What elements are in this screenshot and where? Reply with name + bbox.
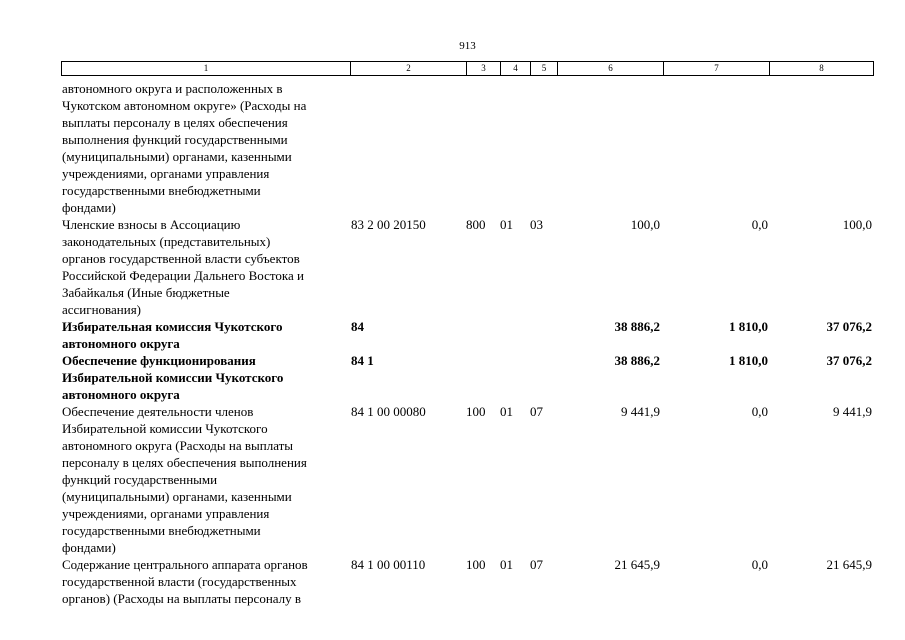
description-line: автономного округа bbox=[62, 387, 180, 402]
row-section: 01 bbox=[500, 404, 513, 419]
row-amount-col7: 0,0 bbox=[751, 404, 768, 419]
row-description bbox=[62, 556, 352, 607]
description-line: выплаты персоналу в целях обеспечения bbox=[62, 115, 288, 130]
description-line: автономного округа bbox=[62, 336, 180, 351]
row-amount-total: 100,0 bbox=[630, 217, 660, 232]
row-expense-type: 100 bbox=[466, 404, 486, 419]
row-code: 84 bbox=[351, 319, 364, 334]
header-col-6: 6 bbox=[558, 62, 664, 75]
row-code: 84 1 00 00110 bbox=[351, 557, 426, 572]
table-header-row bbox=[61, 61, 874, 76]
description-line: автономного округа и расположенных в bbox=[62, 81, 283, 96]
description-line: ассигнования) bbox=[62, 302, 142, 317]
row-code: 83 2 00 20150 bbox=[351, 217, 426, 232]
row-description bbox=[62, 216, 352, 318]
table-row bbox=[0, 80, 905, 216]
description-line: законодательных (представительных) bbox=[62, 234, 271, 249]
description-line: автономного округа (Расходы на выплаты bbox=[62, 438, 294, 453]
description-line: учреждениями, органами управления bbox=[62, 166, 270, 181]
row-amount-total: 38 886,2 bbox=[614, 353, 660, 368]
row-amount-col7: 0,0 bbox=[751, 217, 768, 232]
row-subsection: 03 bbox=[530, 217, 543, 232]
description-line: государственными внебюджетными bbox=[62, 523, 261, 538]
row-amount-total: 9 441,9 bbox=[621, 404, 660, 419]
row-amount-col8: 21 645,9 bbox=[826, 557, 872, 572]
row-description bbox=[62, 318, 352, 352]
header-col-5: 5 bbox=[531, 62, 558, 75]
row-amount-col8: 100,0 bbox=[842, 217, 872, 232]
description-line: органов) (Расходы на выплаты персоналу в bbox=[62, 591, 302, 606]
row-amount-col7: 1 810,0 bbox=[729, 319, 768, 334]
row-amount-col8: 37 076,2 bbox=[826, 319, 872, 334]
table-row bbox=[0, 318, 905, 352]
row-amount-total: 38 886,2 bbox=[614, 319, 660, 334]
description-line: государственной власти (государственных bbox=[62, 574, 297, 589]
row-description bbox=[62, 352, 352, 403]
row-amount-col7: 0,0 bbox=[751, 557, 768, 572]
description-line: органов государственной власти субъектов bbox=[62, 251, 300, 266]
row-amount-col8: 9 441,9 bbox=[833, 404, 872, 419]
row-code: 84 1 00 00080 bbox=[351, 404, 426, 419]
description-line: фондами) bbox=[62, 200, 116, 215]
row-amount-total: 21 645,9 bbox=[614, 557, 660, 572]
row-code: 84 1 bbox=[351, 353, 374, 368]
row-expense-type: 100 bbox=[466, 557, 486, 572]
table-row bbox=[0, 403, 905, 556]
description-line: Обеспечение функционирования bbox=[62, 353, 256, 368]
table-row bbox=[0, 216, 905, 318]
description-line: Избирательная комиссия Чукотского bbox=[62, 319, 283, 334]
row-description bbox=[62, 80, 352, 216]
description-line: Забайкалья (Иные бюджетные bbox=[62, 285, 230, 300]
description-line: Членские взносы в Ассоциацию bbox=[62, 217, 241, 232]
row-section: 01 bbox=[500, 557, 513, 572]
description-line: персоналу в целях обеспечения выполнения bbox=[62, 455, 307, 470]
header-col-1: 1 bbox=[62, 62, 351, 75]
row-subsection: 07 bbox=[530, 404, 543, 419]
row-section: 01 bbox=[500, 217, 513, 232]
row-description bbox=[62, 403, 352, 556]
header-col-2: 2 bbox=[351, 62, 467, 75]
table-row bbox=[0, 556, 905, 607]
row-expense-type: 800 bbox=[466, 217, 486, 232]
table-row bbox=[0, 352, 905, 403]
row-amount-col7: 1 810,0 bbox=[729, 353, 768, 368]
row-subsection: 07 bbox=[530, 557, 543, 572]
description-line: Обеспечение деятельности членов bbox=[62, 404, 254, 419]
page-number: 913 bbox=[459, 40, 476, 52]
description-line: фондами) bbox=[62, 540, 116, 555]
description-line: выполнения функций государственными bbox=[62, 132, 288, 147]
description-line: учреждениями, органами управления bbox=[62, 506, 270, 521]
description-line: (муниципальными) органами, казенными bbox=[62, 489, 292, 504]
header-col-4: 4 bbox=[501, 62, 531, 75]
description-line: Чукотском автономном округе» (Расходы на bbox=[62, 98, 307, 113]
description-line: (муниципальными) органами, казенными bbox=[62, 149, 292, 164]
description-line: функций государственными bbox=[62, 472, 218, 487]
header-col-8: 8 bbox=[819, 63, 824, 73]
description-line: государственными внебюджетными bbox=[62, 183, 261, 198]
description-line: Российской Федерации Дальнего Востока и bbox=[62, 268, 304, 283]
header-col-7: 7 bbox=[664, 62, 770, 75]
description-line: Содержание центрального аппарата органов bbox=[62, 557, 308, 572]
row-amount-col8: 37 076,2 bbox=[826, 353, 872, 368]
description-line: Избирательной комиссии Чукотского bbox=[62, 421, 268, 436]
description-line: Избирательной комиссии Чукотского bbox=[62, 370, 284, 385]
header-col-3: 3 bbox=[467, 62, 501, 75]
